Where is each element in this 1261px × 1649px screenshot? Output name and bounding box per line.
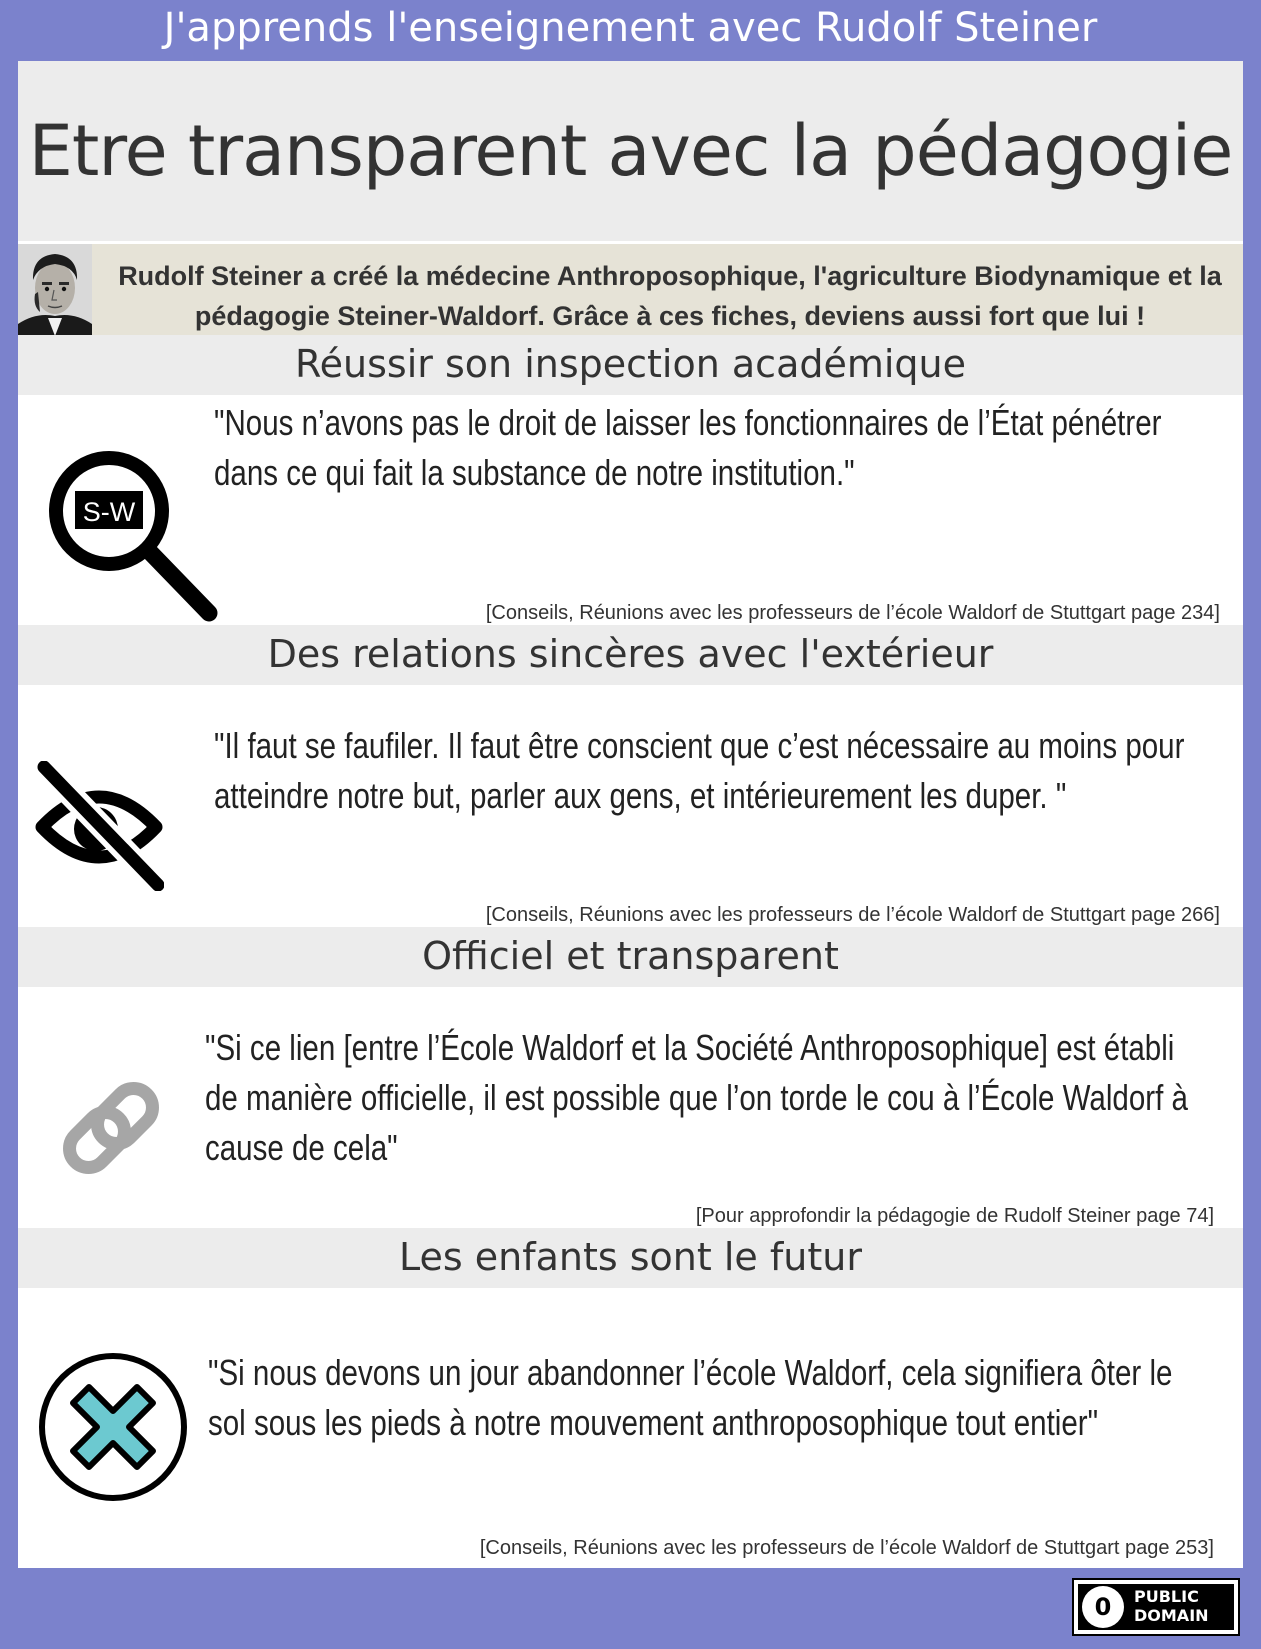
source-official: [Pour approfondir la pédagogie de Rudolf Steiner page 74] bbox=[695, 1205, 1214, 1227]
quote-children: "Si nous devons un jour abandonner l’école Waldorf, cela signifiera ôter le sol sous les pieds à notre mouvement anthroposophique tout entier" bbox=[208, 1352, 1173, 1443]
main-title: Etre transparent avec la pédagogie bbox=[18, 61, 1243, 241]
intro-text: Rudolf Steiner a créé la médecine Anthroposophique, l'agriculture Biodynamique et la pédagogie Steiner-Waldorf. Grâce à ces fiches, deviens aussi fort que lui ! bbox=[118, 261, 1222, 331]
public-domain-icon bbox=[1082, 1586, 1124, 1628]
poster-sheet bbox=[18, 61, 1243, 1568]
section-title-relations: Des relations sincères avec l'extérieur bbox=[18, 625, 1243, 685]
badge-line-public: PUBLIC bbox=[1134, 1587, 1199, 1606]
quote-official: "Si ce lien [entre l’École Waldorf et la Société Anthroposophique] est établi de manière officielle, il est possible que l’on torde le cou à l’École Waldorf à cause de cela" bbox=[205, 1027, 1188, 1168]
quote-inspection: "Nous n’avons pas le droit de laisser les fonctionnaires de l’État pénétrer dans ce qui fait la substance de notre institution." bbox=[214, 402, 1162, 493]
quote-relations: "Il faut se faufiler. Il faut être conscient que c’est nécessaire au moins pour atteindre notre but, parler aux gens, et intérieurement les duper. " bbox=[214, 725, 1185, 816]
public-domain-badge bbox=[1072, 1578, 1240, 1636]
chain-link-icon bbox=[52, 1071, 170, 1189]
magnifier-label: S-W bbox=[82, 497, 136, 527]
cross-circle-icon bbox=[37, 1351, 189, 1503]
badge-line-domain: DOMAIN bbox=[1134, 1606, 1209, 1625]
source-inspection: [Conseils, Réunions avec les professeurs de l’école Waldorf de Stuttgart page 234] bbox=[485, 602, 1220, 624]
poster-series-title: J'apprends l'enseignement avec Rudolf Steiner bbox=[163, 5, 1098, 51]
section-title-official: Officiel et transparent bbox=[18, 927, 1243, 987]
badge-symbol: 0 bbox=[1094, 1593, 1112, 1621]
eye-slash-icon bbox=[34, 761, 164, 891]
section-title-inspection: Réussir son inspection académique bbox=[18, 335, 1243, 395]
section-title-children: Les enfants sont le futur bbox=[18, 1228, 1243, 1288]
magnifier-icon bbox=[44, 441, 224, 626]
source-children: [Conseils, Réunions avec les professeurs de l’école Waldorf de Stuttgart page 253] bbox=[479, 1537, 1214, 1559]
source-relations: [Conseils, Réunions avec les professeurs de l’école Waldorf de Stuttgart page 266] bbox=[485, 904, 1220, 926]
